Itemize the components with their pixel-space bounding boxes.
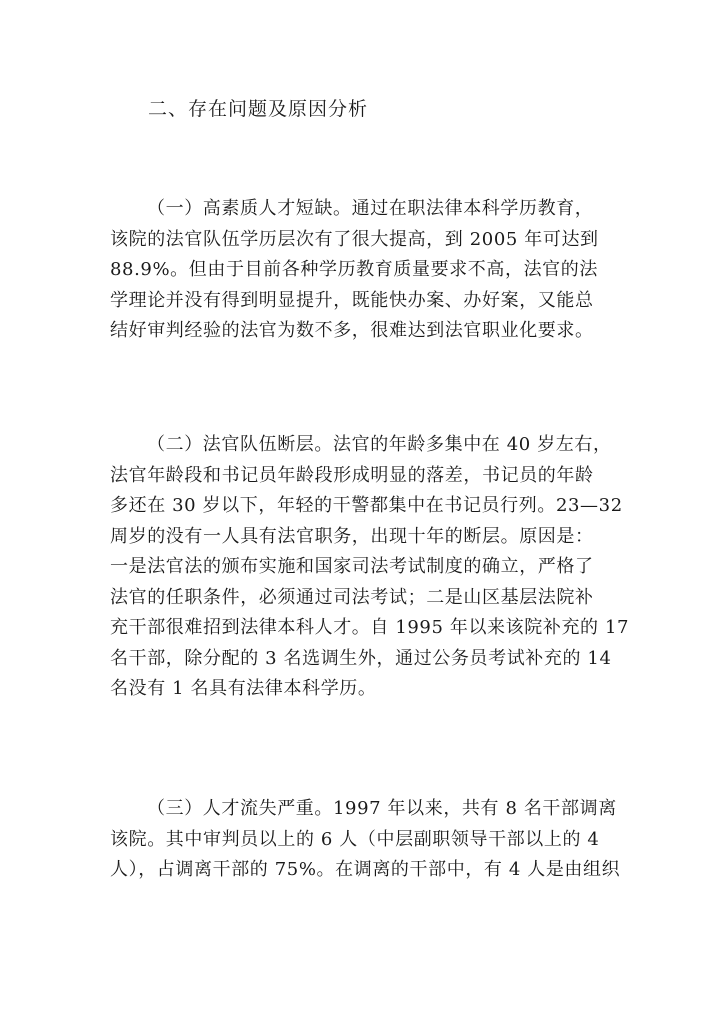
paragraph-line: 该院的法官队伍学历层次有了很大提高，到 2005 年可达到 <box>110 228 599 250</box>
paragraph-line: （三）人才流失严重。1997 年以来，共有 8 名干部调离 <box>147 798 617 819</box>
paragraph-line: 名干部，除分配的 3 名选调生外，通过公务员考试补充的 14 <box>110 647 612 669</box>
paragraph-line: （一）高素质人才短缺。通过在职法律本科学历教育， <box>147 198 594 219</box>
paragraph-talent-shortage <box>110 194 650 347</box>
paragraph-line: 名没有 1 名具有法律本科学历。 <box>110 678 377 699</box>
paragraph-line: 人），占调离干部的 75%。在调离的干部中，有 4 人是由组织 <box>110 859 621 880</box>
paragraph-line: 一是法官法的颁布实施和国家司法考试制度的确立，严格了 <box>110 556 594 577</box>
paragraph-line: 充干部很难招到法律本科人才。自 1995 年以来该院补充的 17 <box>110 617 630 638</box>
paragraph-line: 88.9%。但由于目前各种学历教育质量要求不高，法官的法 <box>110 259 598 280</box>
paragraph-judge-gap <box>110 430 650 705</box>
paragraph-line: 该院。其中审判员以上的 6 人（中层副职领导干部以上的 4 <box>110 828 600 850</box>
paragraph-line: 结好审判经验的法官为数不多，很难达到法官职业化要求。 <box>110 320 594 341</box>
paragraph-line: 法官年龄段和书记员年龄段形成明显的落差，书记员的年龄 <box>110 464 594 486</box>
paragraph-line: （二）法官队伍断层。法官的年龄多集中在 40 岁左右， <box>147 434 612 455</box>
section-heading: 二、存在问题及原因分析 <box>148 98 369 120</box>
paragraph-line: 多还在 30 岁以下，年轻的干警都集中在书记员行列。23—32 <box>110 495 623 516</box>
paragraph-line: 周岁的没有一人具有法官职务，出现十年的断层。原因是： <box>110 525 594 547</box>
paragraph-line: 法官的任职条件，必须通过司法考试；二是山区基层法院补 <box>110 586 594 608</box>
paragraph-talent-loss <box>110 794 650 886</box>
paragraph-line: 学理论并没有得到明显提升，既能快办案、办好案，又能总 <box>110 289 594 311</box>
